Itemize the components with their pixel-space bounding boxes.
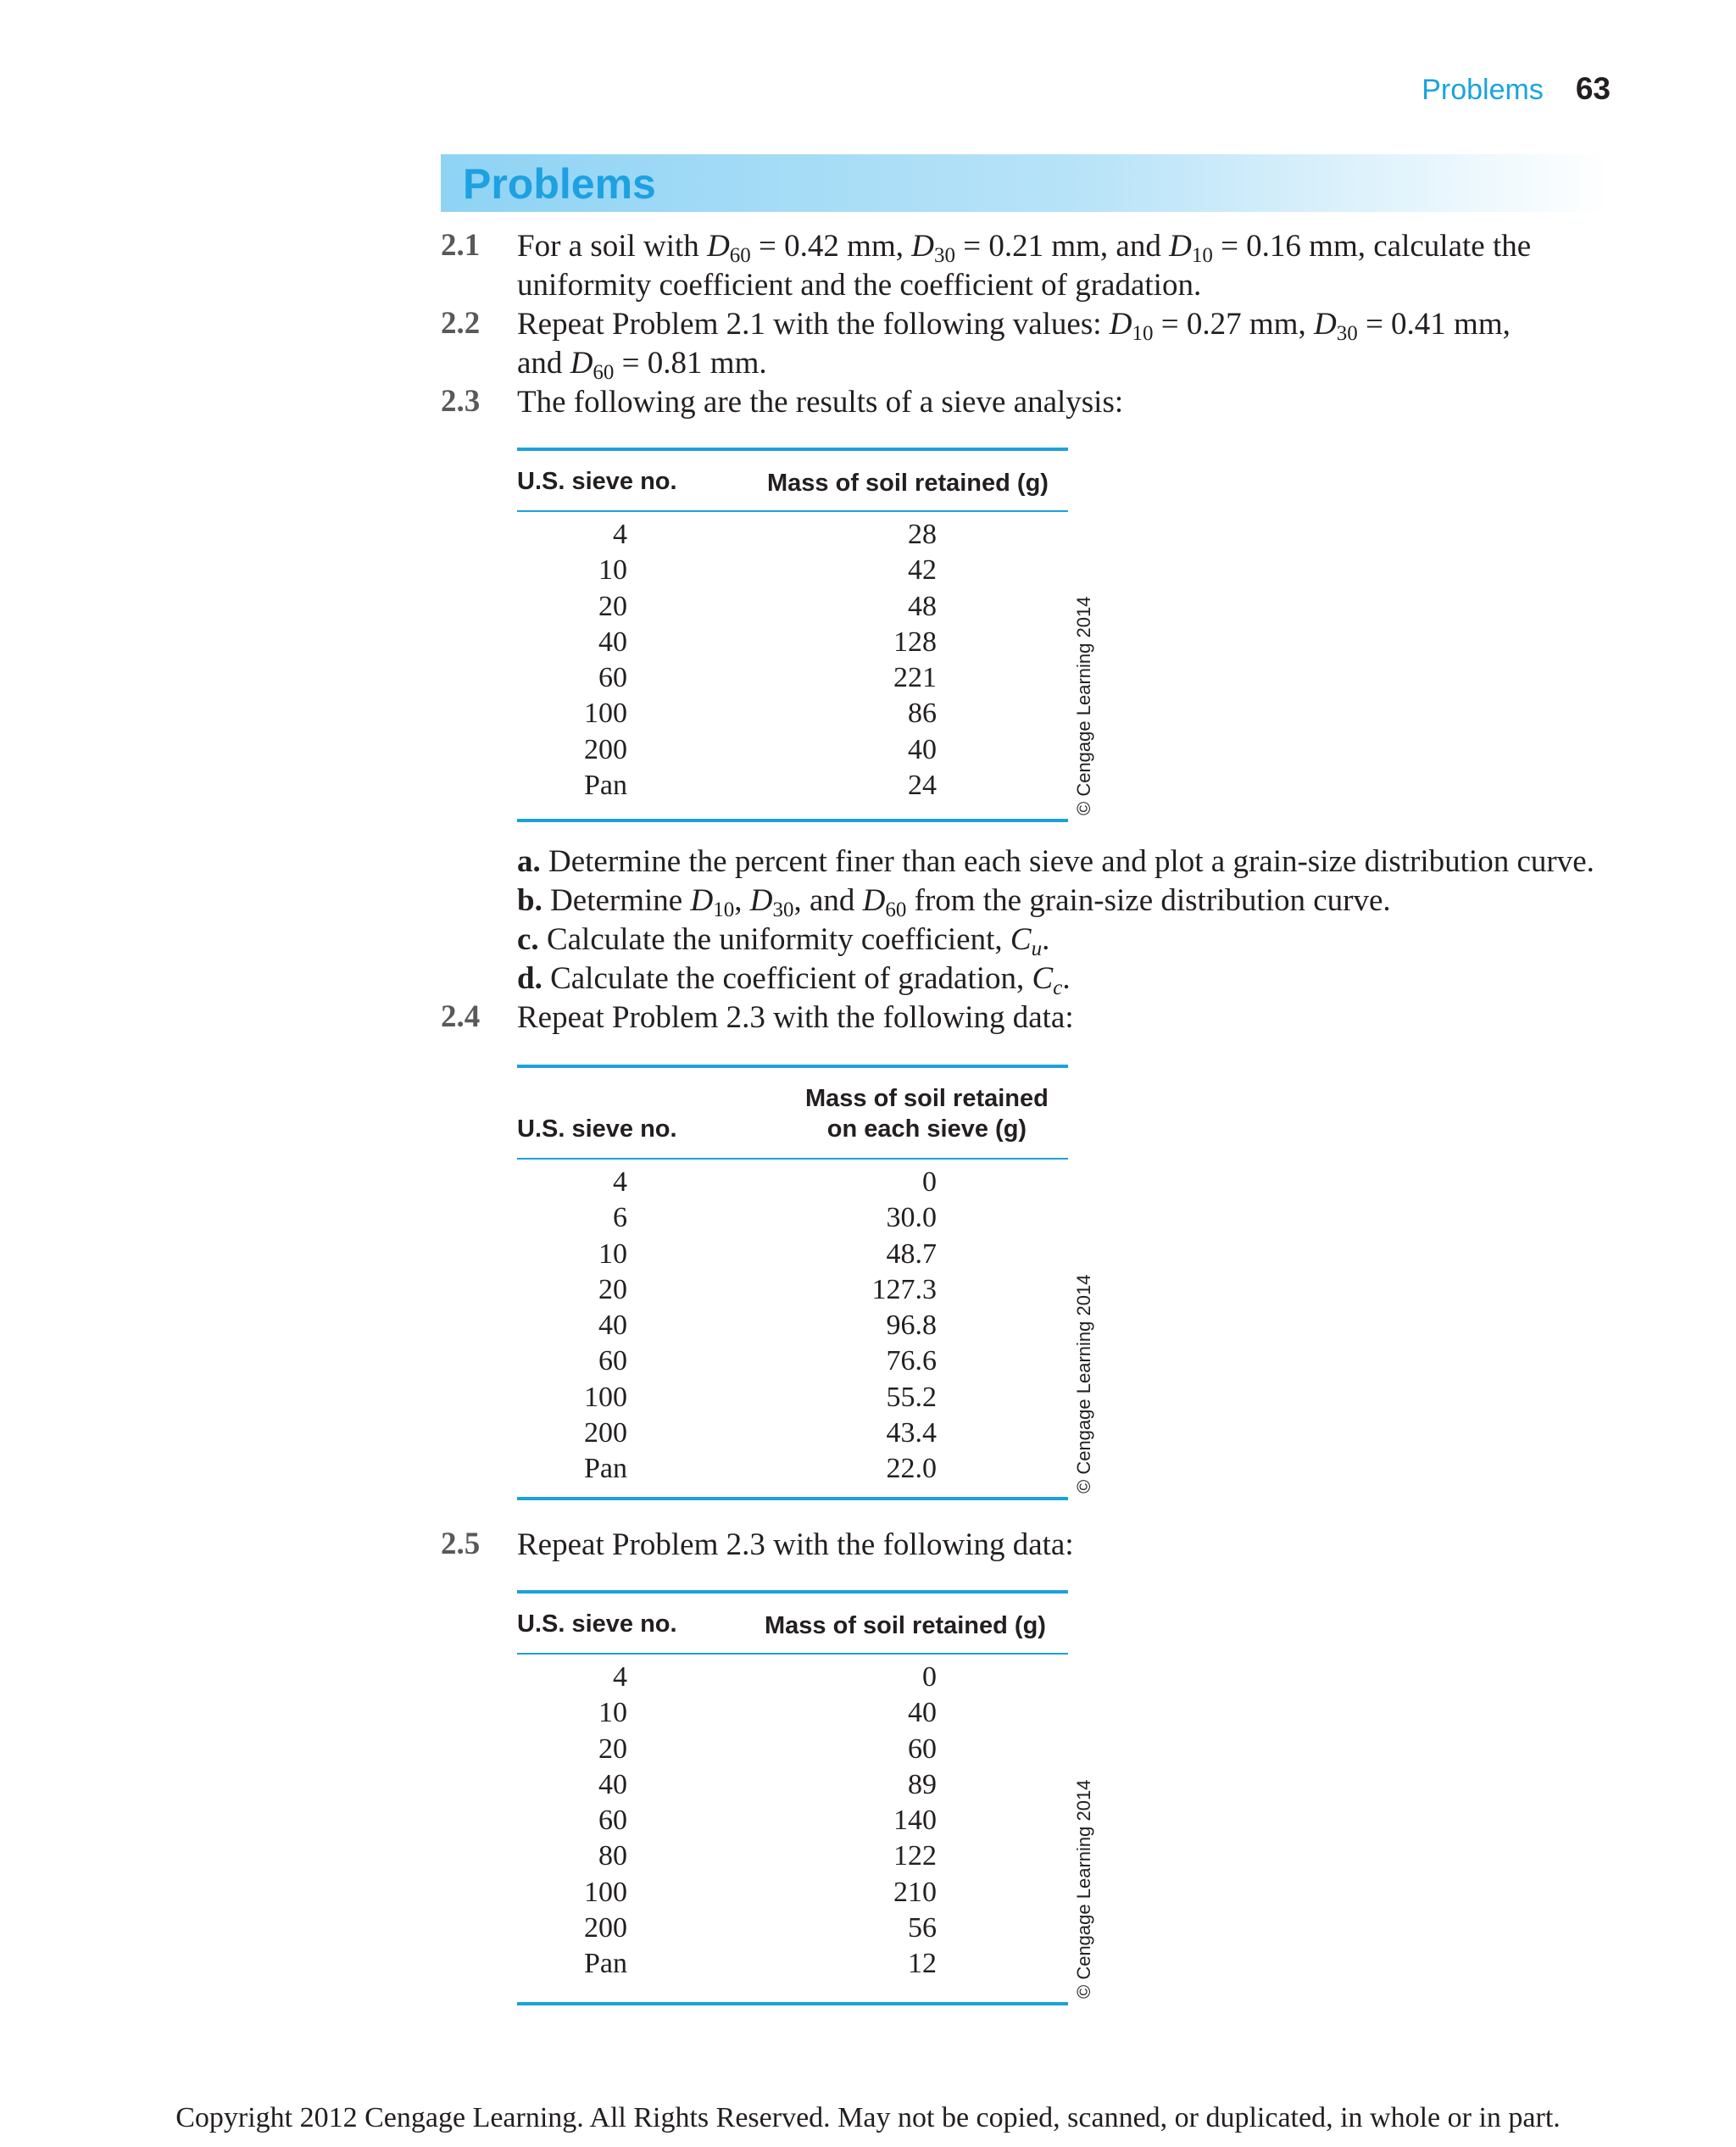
table-row (517, 1382, 1068, 1417)
text: , (734, 883, 750, 918)
symbol: D (570, 346, 593, 381)
sieve-table-2-4 (517, 1065, 1094, 1500)
section-title: Problems (463, 160, 656, 208)
sieve-number-cell: Pan (584, 770, 627, 802)
subscript: c (1053, 976, 1063, 999)
mass-retained-cell: 60 (908, 1733, 937, 1765)
mass-retained-cell: 0 (922, 1661, 937, 1693)
problem-number-2-2: 2.2 (441, 306, 481, 341)
mass-retained-cell: 140 (893, 1805, 937, 1837)
problem-2-1-line-2: uniformity coefficient and the coefficient of gradation. (517, 268, 1202, 303)
table-top-rule (517, 1590, 1068, 1594)
mass-retained-cell: 122 (893, 1840, 937, 1872)
table-row (517, 1661, 1068, 1697)
copyright-credit: © Cengage Learning 2014 (1073, 596, 1094, 815)
symbol: D (707, 229, 730, 264)
text: = 0.42 mm, (750, 229, 912, 264)
table-row (517, 1769, 1068, 1805)
column-header-sieve: U.S. sieve no. (517, 1610, 677, 1638)
mass-retained-cell: 210 (893, 1876, 937, 1908)
sieve-number-cell: 40 (598, 1310, 627, 1342)
sieve-number-cell: 100 (584, 1381, 627, 1413)
sieve-number-cell: 20 (598, 1273, 627, 1305)
table-header-rule (517, 1653, 1068, 1655)
text: . (1042, 922, 1050, 957)
text: Determine (542, 883, 691, 918)
symbol: D (911, 229, 934, 264)
sieve-number-cell: 20 (598, 590, 627, 622)
sieve-number-cell: 60 (598, 662, 627, 694)
mass-retained-cell: 96.8 (886, 1310, 937, 1342)
sieve-number-cell: 40 (598, 1768, 627, 1800)
part-label: a. (517, 844, 541, 879)
subscript: 60 (885, 898, 907, 921)
mass-retained-cell: 12 (908, 1948, 937, 1980)
part-a (517, 843, 1594, 882)
sieve-number-cell: 4 (613, 519, 627, 550)
sieve-number-cell: 4 (613, 1661, 627, 1693)
problem-number-2-1: 2.1 (441, 228, 481, 263)
part-label: c. (517, 922, 539, 957)
text: = 0.21 mm, and (954, 229, 1170, 264)
column-header-sieve: U.S. sieve no. (517, 468, 677, 495)
mass-retained-cell: 0 (922, 1166, 937, 1198)
subscript: u (1031, 937, 1043, 960)
text: For a soil with (517, 229, 708, 264)
subscript: 60 (593, 361, 615, 384)
table-row (517, 770, 1068, 805)
table-row (517, 734, 1068, 770)
sieve-number-cell: 200 (584, 733, 627, 765)
symbol: D (1169, 229, 1192, 264)
problem-number-2-5: 2.5 (441, 1527, 481, 1561)
table-row (517, 1912, 1068, 1948)
text: Repeat Problem 2.1 with the following values: (517, 307, 1110, 342)
column-header-mass (805, 1083, 1049, 1144)
sieve-number-cell: 100 (584, 1876, 627, 1908)
table-row (517, 1202, 1068, 1238)
sieve-number-cell: 10 (598, 554, 627, 587)
table-bottom-rule (517, 819, 1068, 822)
table-row (517, 1417, 1068, 1453)
text: Determine the percent finer than each sieve and plot a grain-size distribution curve. (540, 844, 1594, 879)
mass-retained-cell: 43.4 (886, 1417, 937, 1449)
mass-retained-cell: 86 (908, 698, 937, 730)
table-row (517, 1805, 1068, 1840)
column-header-line: on each sieve (g) (826, 1115, 1027, 1143)
mass-retained-cell: 76.6 (886, 1345, 937, 1377)
text: and (517, 346, 570, 381)
sieve-number-cell: 80 (598, 1840, 627, 1872)
running-title: Problems (1422, 74, 1544, 106)
table-row (517, 1453, 1068, 1488)
text: Calculate the uniformity coefficient, (538, 922, 1010, 957)
table-row (517, 1697, 1068, 1733)
subscript: 10 (713, 898, 735, 921)
table-row (517, 554, 1068, 590)
sieve-number-cell: 200 (584, 1417, 627, 1449)
mass-retained-cell: 89 (908, 1768, 937, 1800)
text: , and (793, 883, 863, 918)
table-row (517, 1840, 1068, 1876)
column-header-line: Mass of soil retained (805, 1085, 1049, 1112)
subscript: 30 (1336, 322, 1358, 345)
part-label: b. (517, 883, 542, 918)
table-header-rule (517, 510, 1068, 512)
copyright-credit: © Cengage Learning 2014 (1073, 1274, 1094, 1493)
mass-retained-cell: 55.2 (886, 1381, 937, 1413)
sieve-table-2-5 (517, 1590, 1094, 2005)
part-label: d. (517, 961, 542, 996)
symbol: D (862, 883, 886, 918)
text: Calculate the coefficient of gradation, (542, 961, 1032, 996)
sieve-number-cell: 20 (598, 1733, 627, 1765)
symbol: D (690, 883, 714, 918)
section-banner (441, 154, 1611, 212)
sieve-number-cell: 10 (598, 1238, 627, 1270)
table-row (517, 591, 1068, 626)
sieve-number-cell: 10 (598, 1697, 627, 1729)
mass-retained-cell: 56 (908, 1912, 937, 1944)
table-row (517, 1274, 1068, 1310)
sieve-number-cell: 6 (613, 1202, 627, 1234)
sieve-number-cell: 40 (598, 626, 627, 658)
running-header (1422, 71, 1611, 114)
symbol: D (1313, 307, 1337, 342)
table-row (517, 1310, 1068, 1345)
text: = 0.16 mm, calculate the (1212, 229, 1532, 264)
table-row (517, 519, 1068, 554)
mass-retained-cell: 128 (893, 626, 937, 658)
table-body (517, 1166, 1068, 1489)
table-row (517, 1877, 1068, 1912)
mass-retained-cell: 42 (908, 554, 937, 587)
sieve-table-2-3 (517, 448, 1094, 822)
table-header-rule (517, 1158, 1068, 1160)
subscript: 60 (729, 244, 751, 267)
problem-number-2-4: 2.4 (441, 999, 481, 1034)
page-footer-copyright: Copyright 2012 Cengage Learning. All Rights Reserved. May not be copied, scanned, or duplicated, in whole or in part. (175, 2102, 1561, 2133)
text: from the grain-size distribution curve. (906, 883, 1391, 918)
table-top-rule (517, 1065, 1068, 1068)
symbol: D (749, 883, 773, 918)
table-row (517, 626, 1068, 662)
table-row (517, 698, 1068, 733)
mass-retained-cell: 22.0 (886, 1453, 937, 1485)
symbol: C (1010, 922, 1032, 957)
table-body (517, 519, 1068, 805)
table-bottom-rule (517, 1497, 1068, 1500)
mass-retained-cell: 48.7 (886, 1238, 937, 1270)
mass-retained-cell: 48 (908, 590, 937, 622)
table-row (517, 1166, 1068, 1202)
problem-number-2-3: 2.3 (441, 384, 481, 419)
column-header-mass: Mass of soil retained (g) (767, 470, 1049, 497)
sieve-number-cell: 60 (598, 1345, 627, 1377)
mass-retained-cell: 24 (908, 770, 937, 802)
column-header-mass: Mass of soil retained (g) (765, 1612, 1046, 1639)
table-row (517, 1948, 1068, 1983)
table-top-rule (517, 448, 1068, 451)
copyright-credit: © Cengage Learning 2014 (1073, 1779, 1094, 1999)
text: . (1062, 961, 1071, 996)
problem-2-4-text: Repeat Problem 2.3 with the following data: (517, 1000, 1074, 1035)
table-body (517, 1661, 1068, 1984)
subscript: 10 (1191, 244, 1213, 267)
sieve-number-cell: 100 (584, 698, 627, 730)
mass-retained-cell: 127.3 (871, 1273, 937, 1305)
table-row (517, 662, 1068, 698)
text: = 0.81 mm. (614, 346, 767, 381)
subscript: 30 (772, 898, 794, 921)
sieve-number-cell: 200 (584, 1912, 627, 1944)
symbol: D (1109, 307, 1132, 342)
column-header-sieve: U.S. sieve no. (517, 1115, 677, 1143)
mass-retained-cell: 28 (908, 519, 937, 550)
mass-retained-cell: 40 (908, 733, 937, 765)
sieve-number-cell: 60 (598, 1805, 627, 1837)
text: = 0.41 mm, (1357, 307, 1511, 342)
text: = 0.27 mm, (1153, 307, 1314, 342)
symbol: C (1032, 961, 1054, 996)
subscript: 10 (1132, 322, 1154, 345)
mass-retained-cell: 30.0 (886, 1202, 937, 1234)
sieve-number-cell: Pan (584, 1453, 627, 1485)
sieve-number-cell: 4 (613, 1166, 627, 1198)
table-row (517, 1733, 1068, 1769)
mass-retained-cell: 40 (908, 1697, 937, 1729)
page-number: 63 (1575, 71, 1611, 106)
table-row (517, 1238, 1068, 1274)
subscript: 30 (933, 244, 955, 267)
table-row (517, 1345, 1068, 1381)
problem-2-3-text: The following are the results of a sieve analysis: (517, 385, 1124, 420)
problem-2-5-text: Repeat Problem 2.3 with the following data: (517, 1527, 1074, 1562)
mass-retained-cell: 221 (893, 662, 937, 694)
table-bottom-rule (517, 2002, 1068, 2005)
sieve-number-cell: Pan (584, 1948, 627, 1980)
